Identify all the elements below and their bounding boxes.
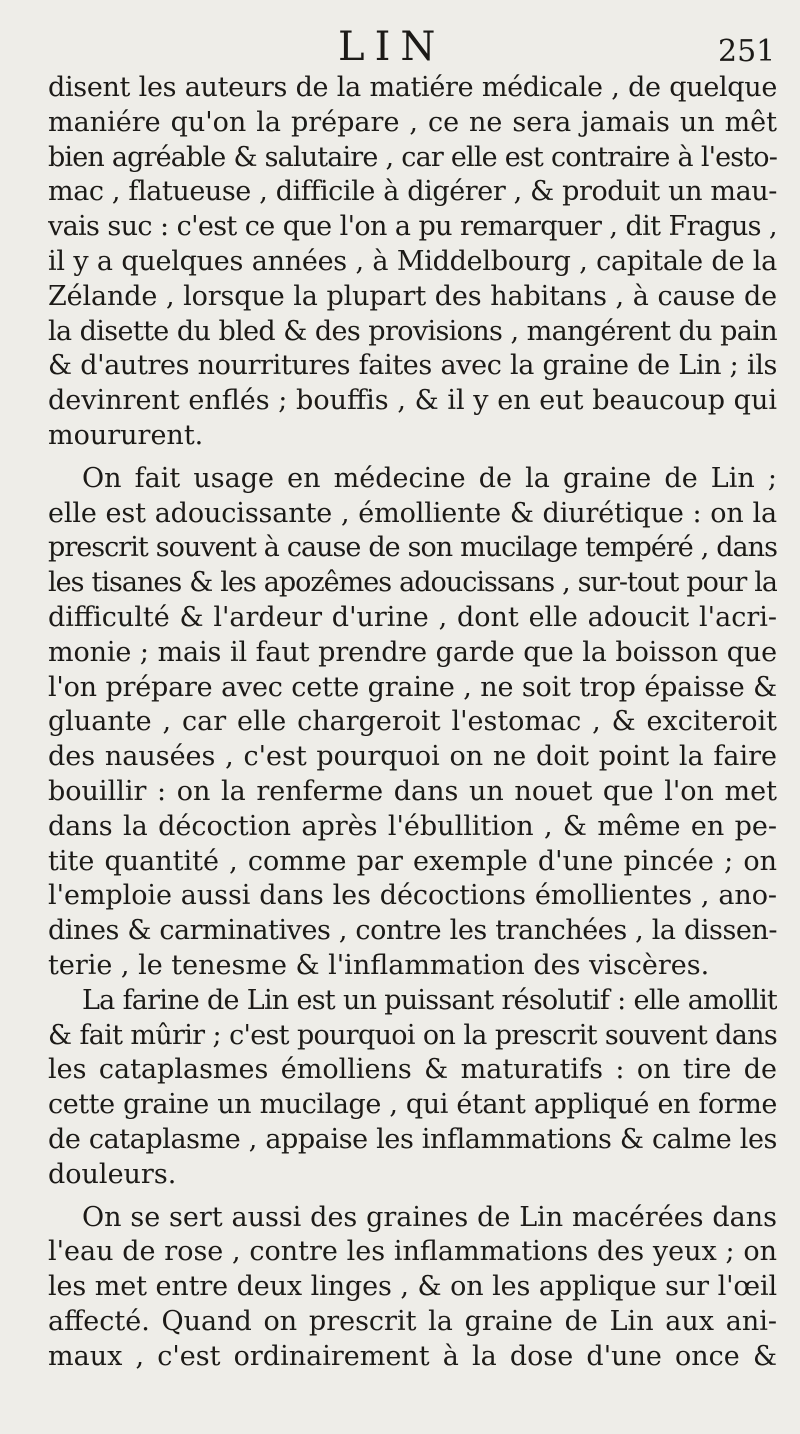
text-line: les cataplasmes émolliens & maturatifs : on tire de [48, 1054, 777, 1086]
body-text [48, 71, 777, 1374]
running-head [0, 22, 800, 72]
paragraph-eyes [48, 1201, 777, 1375]
text-line: prescrit souvent à cause de son mucilage tempéré , dans [48, 532, 777, 564]
text-line: & d'autres nourritures faites avec la graine de Lin ; ils [48, 350, 777, 382]
text-line: devinrent enflés ; bouffis , & il y en eut beaucoup qui [48, 385, 777, 417]
text-line: On fait usage en médecine de la graine de Lin ; [82, 462, 777, 494]
text-line: La farine de Lin est un puissant résolutif : elle amollit [82, 984, 777, 1016]
text-line: bouillir : on la renferme dans un nouet que l'on met [48, 775, 777, 807]
text-line: maux , c'est ordinairement à la dose d'une once & [48, 1340, 777, 1372]
text-line: dines & carminatives , contre les tranchées , la dissen- [48, 915, 777, 947]
text-line: les met entre deux linges , & on les applique sur l'œil [48, 1271, 777, 1303]
paragraph-continuation [48, 71, 777, 454]
text-line: tite quantité , comme par exemple d'une pincée ; on [48, 845, 777, 877]
text-line: douleurs. [48, 1158, 177, 1190]
text-line: affecté. Quand on prescrit la graine de Lin aux ani- [48, 1305, 777, 1337]
text-line: terie , le tenesme & l'inflammation des viscères. [48, 949, 710, 981]
text-line: mac , flatueuse , difficile à digérer , & produit un mau- [48, 176, 777, 208]
text-line: l'on prépare avec cette graine , ne soit trop épaisse & [48, 671, 777, 703]
text-line: il y a quelques années , à Middelbourg , capitale de la [48, 245, 777, 277]
text-line: disent les auteurs de la matiére médicale , de quelque [48, 72, 777, 103]
text-line: vais suc : c'est ce que l'on a pu remarquer , dit Fragus , [48, 211, 777, 243]
text-line: l'emploie aussi dans les décoctions émollientes , ano- [48, 880, 777, 912]
paragraph-medical-use [48, 462, 777, 984]
text-line: On se sert aussi des graines de Lin macérées dans [82, 1201, 777, 1233]
text-line: maniére qu'on la prépare , ce ne sera jamais un mêt [48, 106, 777, 138]
paragraph-gap [48, 454, 777, 462]
text-line: l'eau de rose , contre les inflammations des yeux ; on [48, 1236, 777, 1268]
text-line: difficulté & l'ardeur d'urine , dont elle adoucit l'acri- [48, 601, 777, 633]
text-line: elle est adoucissante , émolliente & diurétique : on la [48, 497, 777, 529]
text-line: dans la décoction après l'ébullition , & même en pe- [48, 810, 777, 842]
text-line: les tisanes & les apozêmes adoucissans , sur-tout pour la [48, 567, 777, 599]
text-line: gluante , car elle chargeroit l'estomac , & exciteroit [48, 706, 777, 738]
paragraph-flour [48, 984, 777, 1193]
paragraph-gap [48, 1193, 777, 1201]
running-title: LIN [338, 24, 446, 70]
text-line: de cataplasme , appaise les inflammations & calme les [48, 1123, 777, 1155]
text-line: & fait mûrir ; c'est pourquoi on la prescrit souvent dans [48, 1019, 777, 1051]
text-line: moururent. [48, 419, 204, 451]
text-line: des nausées , c'est pourquoi on ne doit point la faire [48, 741, 777, 773]
text-line: bien agréable & salutaire , car elle est contraire à l'esto- [48, 141, 777, 173]
text-line: Zélande , lorsque la plupart des habitans , à cause de [48, 280, 777, 312]
page-number: 251 [718, 34, 776, 69]
text-line: monie ; mais il faut prendre garde que la boisson que [48, 636, 777, 668]
text-line: cette graine un mucilage , qui étant appliqué en forme [48, 1089, 777, 1121]
text-line: la disette du bled & des provisions , mangérent du pain [48, 315, 777, 347]
